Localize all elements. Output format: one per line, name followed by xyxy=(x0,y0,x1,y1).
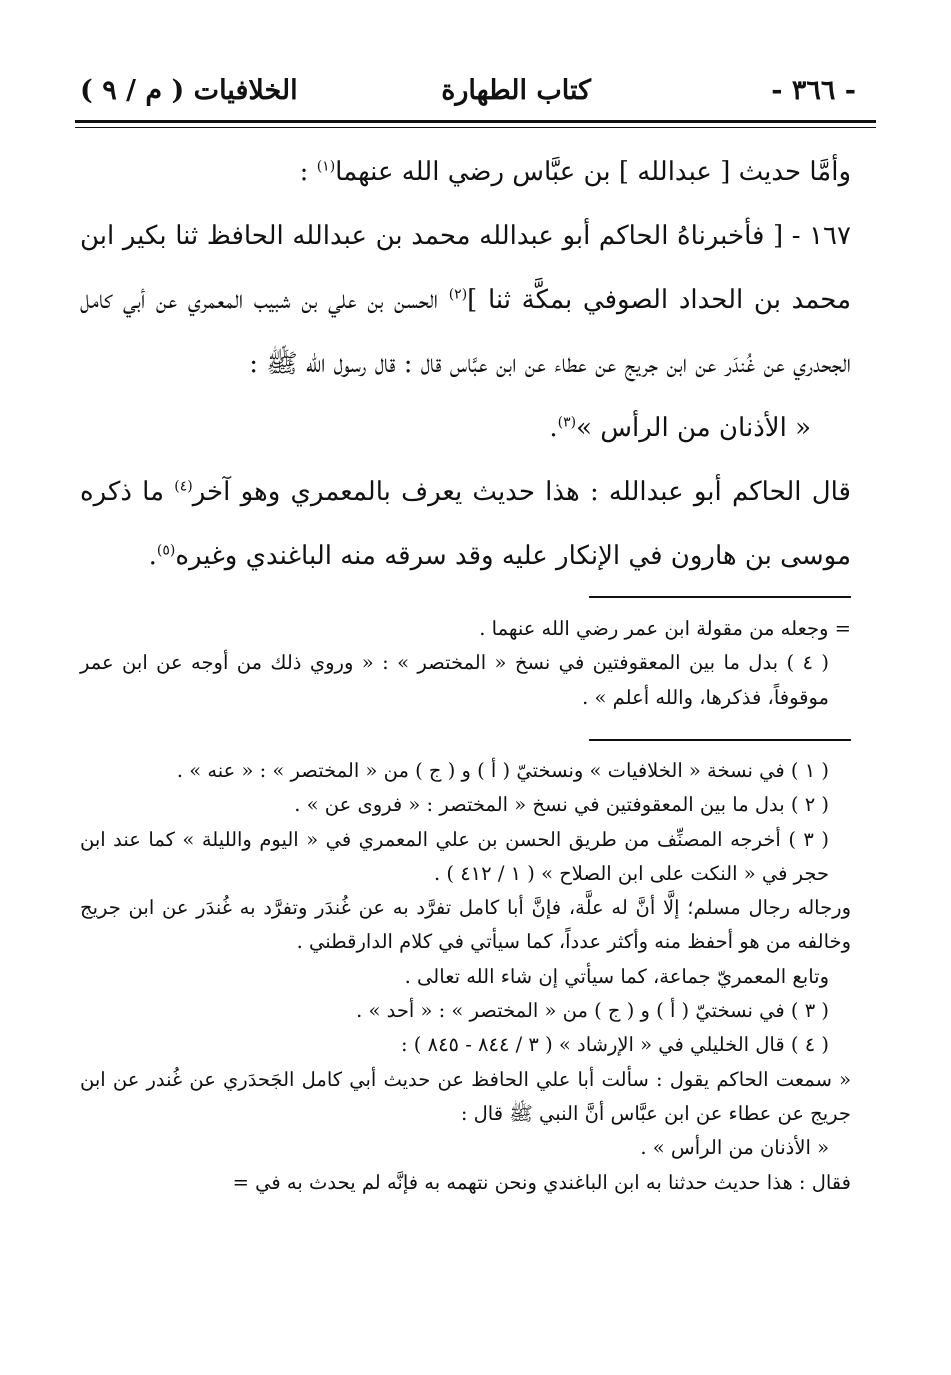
footnote-separator xyxy=(589,739,851,741)
footnotes xyxy=(80,754,851,1200)
footnote: « الأذنان من الرأس » . xyxy=(640,1136,829,1160)
header-double-rule xyxy=(75,120,876,128)
footnote: فقال : هذا حديث حدثنا به ابن الباغندي ونحن نتهمه به فإنَّه لم يحدث به في = xyxy=(232,1170,851,1194)
footnote: ( ١ ) في نسخة « الخلافيات » ونسختيّ ( أ ) و ( ج ) من « المختصر » : « عنه » . xyxy=(176,759,829,782)
hadith-text: « الأذنان من الرأس »$^{(٣)}$. xyxy=(549,413,811,443)
book-title: كتاب الطهارة xyxy=(441,75,591,106)
footnote-separator xyxy=(589,596,851,598)
footnote: ( ٣ ) أخرجه المصنِّف من طريق الحسن بن علي المعمري في « اليوم والليلة » كما عند ابن حجر في « النكت على ابن الصلاح » ( ١ / ٤١٢ ) . xyxy=(80,827,829,885)
footnote-ref: (٤) xyxy=(174,478,193,495)
footnote: وتابع المعمريّ جماعة، كما سيأتي إن شاء الله تعالى . xyxy=(404,964,829,988)
footnote-ref: (٥) xyxy=(156,542,176,559)
footnote: « سمعت الحاكم يقول : سألت أبا علي الحافظ عن حديث أبي كامل الجَحدَري عن غُندر عن ابن جريج عن عطاء عن ابن عبَّاس أنَّ النبي ﷺ قال : xyxy=(80,1067,851,1125)
main-paragraph: وأمَّا حديث [ عبدالله ] بن عبَّاس رضي الله عنهما$^{(١)}$ : xyxy=(299,157,851,187)
footnote: ( ٤ ) قال الخليلي في « الإرشاد » ( ٣ / ٨٤٤ - ٨٤٥ ) : xyxy=(401,1033,829,1057)
footnote-ref: (١) xyxy=(316,158,336,175)
footnote-ref: (٢) xyxy=(448,286,468,303)
footnote: ( ٣ ) في نسختيّ ( أ ) و ( ج ) من « المختصر » : « أحد » . xyxy=(356,999,829,1023)
hadith-paragraph: ١٦٧ - [ فأخبرناهُ الحاكم أبو عبدالله محمد بن عبدالله الحافظ ثنا بكير ابن محمد بن الحداد الصوفي بمكَّة ثنا ]$^{(٢)}$ الحسن بن علي بن شبيب المعمري عن أبي كامل الجحدري عن غُندَر عن ابن جريج عن عطاء عن ابن عبَّاس قال : قال رسول الله ﷺ : xyxy=(80,221,852,379)
continued-footnotes xyxy=(80,612,851,715)
volume-label: الخلافيات ( م / ٩ ) xyxy=(80,75,298,106)
main-text xyxy=(80,140,851,588)
page-header xyxy=(80,72,856,112)
footnote-ref: (٣) xyxy=(557,414,577,431)
main-paragraph: قال الحاكم أبو عبدالله : هذا حديث يعرف بالمعمري وهو آخر$^{(٤)}$ ما ذكره موسى بن هارون في الإنكار عليه وقد سرقه منه الباغندي وغيره$^{(٥)}$. xyxy=(80,477,851,571)
page-number: - ٣٦٦ - xyxy=(771,75,856,106)
footnote: ورجاله رجال مسلم؛ إلَّا أنَّ له علَّة، فإنَّ أبا كامل تفرَّد به عن غُندَر وتفرَّد به غُندَر عن ابن جريج وخالفه من هو أحفظ منه وأكثر عدداً، كما سيأتي في كلام الدارقطني . xyxy=(80,896,851,954)
footnote: ( ٤ ) بدل ما بين المعقوفتين في نسخ « المختصر » : « وروي ذلك من أوجه عن ابن عمر موقوفاً، فذكرها، والله أعلم » . xyxy=(80,651,829,709)
footnote: ( ٢ ) بدل ما بين المعقوفتين في نسخ « المختصر : « فروى عن » . xyxy=(294,793,829,817)
footnote: = وجعله من مقولة ابن عمر رضي الله عنهما . xyxy=(479,617,851,640)
